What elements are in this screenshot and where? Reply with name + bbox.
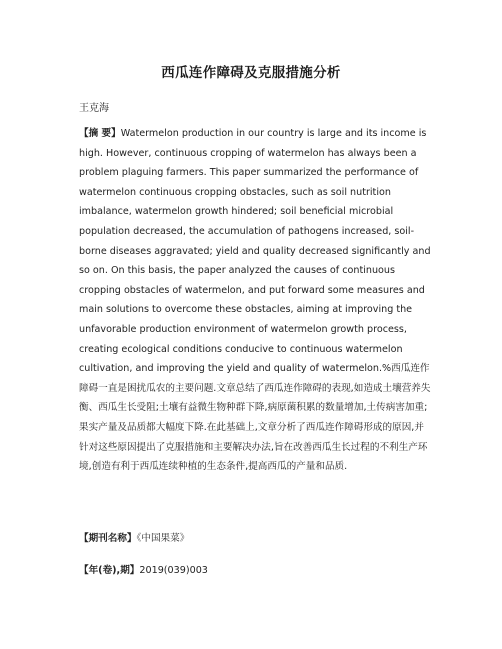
abstract-paragraph <box>79 124 433 477</box>
article-title: 西瓜连作障碍及克服措施分析 <box>161 65 341 81</box>
author-name: 王克海 <box>79 103 109 114</box>
journal-label: 【期刊名称】 <box>79 533 137 544</box>
issue-label: 【年(卷),期】 <box>79 565 140 576</box>
abstract-label: 【摘 要】 <box>79 128 121 139</box>
issue-line <box>79 562 208 576</box>
journal-name: 《中国果菜》 <box>136 533 190 544</box>
journal-line <box>79 530 189 544</box>
issue-value: 2019(039)003 <box>139 565 208 576</box>
abstract-text: Watermelon production in our country is large and its income is high. However, continuous cropping of watermelon has always been a problem plaguing farmers. This paper summarized the performance of watermelon continuous cropping obstacles, such as soil nutrition imbalance, watermelon growth hindered; soil beneficial microbial population decreased, the accumulation of pathogens increased, soil-borne diseases aggravated; yield and quality decreased significantly and so on. On this basis, the paper analyzed the causes of continuous cropping obstacles of watermelon, and put forward some measures and main solutions to overcome these obstacles, aiming at improving the unfavorable production environment of watermelon growth process, creating ecological conditions conducive to continuous watermelon cultivation, and improving the yield and quality of watermelon.%西瓜连作障碍一直是困扰瓜农的主要问题.文章总结了西瓜连作障碍的表现,如造成土壤营养失衡、西瓜生长受阻;土壤有益微生物种群下降,病原菌积累的数量增加,土传病害加重;果实产量及品质都大幅度下降.在此基础上,文章分析了西瓜连作障碍形成的原因,并针对这些原因提出了克服措施和主要解决办法,旨在改善西瓜生长过程的不利生产环境,创造有利于西瓜连续种植的生态条件,提高西瓜的产量和品质. <box>79 128 431 473</box>
